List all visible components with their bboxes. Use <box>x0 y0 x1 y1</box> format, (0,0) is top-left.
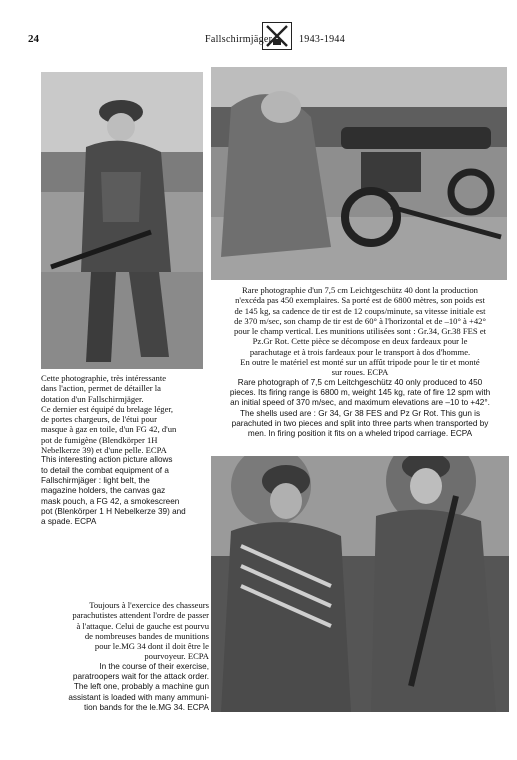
caption-line: En outre le matériel est monté sur un affût tripode pour le tir et monté <box>240 357 480 368</box>
caption-line: pour le champ vertical. Les munitions utilisées sont : Gr.34, Gr.38 FES et <box>233 326 487 337</box>
caption-line: sur roues. ECPA <box>331 367 389 378</box>
caption-line: This interesting action picture allows <box>41 455 173 465</box>
caption-line: pieces. Its firing range is 6800 m, weight 145 kg, rate of fire 12 spm with <box>229 387 491 397</box>
caption-line: parachutage et à trois fardeaux pour le transport à dos d'homme. <box>249 346 471 357</box>
caption-line: magazine holders, the canvas gaz <box>41 486 166 496</box>
caption-line: Pz.Gr Rot. Cette pièce se décompose en deux fardeaux pour le <box>252 336 468 347</box>
caption-line: de nombreuses bandes de munitions <box>84 630 209 641</box>
caption-leichtgeschuetz <box>209 285 511 439</box>
caption-line: dotation d'un Fallschirmjäger. <box>41 393 144 404</box>
caption-line: tion bands for the le.MG 34. ECPA <box>84 702 209 712</box>
caption-line: dans l'action, permet de détailler la <box>41 383 161 394</box>
photo-leichtgeschuetz <box>211 67 507 280</box>
header-title: Fallschirmjäger <box>205 34 273 45</box>
caption-line: parachutistes attendent l'ordre de passer <box>72 610 209 621</box>
caption-line: Rare photographie d'un 7,5 cm Leichtgeschütz 40 dont la production <box>242 285 478 295</box>
caption-paratrooper <box>41 373 209 527</box>
caption-line: pot de fumigène (Blendkörper 1H <box>41 434 158 445</box>
caption-line: Rare photograph of 7,5 cm Leitchgeschütz 40 only produced to 450 <box>237 377 483 387</box>
caption-line: de portes chargeurs, de l'étui pour <box>41 414 157 425</box>
page-number: 24 <box>28 33 39 45</box>
caption-line: Cette photographie, très intéressante <box>41 373 167 383</box>
header-years: 1943-1944 <box>299 34 346 45</box>
caption-line: a spade. ECPA <box>41 517 97 527</box>
caption-two-paratroopers <box>41 600 209 713</box>
photo-two-paratroopers <box>211 456 509 712</box>
caption-line: an initial speed of 370 m/sec, and maximum elevations are –10 to +42°. <box>230 398 490 408</box>
caption-line: de 370 m/sec, son champ de tir est de 60° à l'horizontal et de –10° à +42° <box>234 315 486 326</box>
caption-line: masque à gaz en toile, d'un FG 42, d'un <box>41 424 177 435</box>
caption-line: mask pouch, a FG 42, a smokescreen <box>41 496 180 506</box>
caption-line: to detail the combat equipment of a <box>41 465 169 475</box>
caption-line: paratroopers wait for the attack order. <box>72 672 209 682</box>
caption-line: parachuted in two pieces and split into three parts when transported by <box>231 418 489 428</box>
caption-line: In the course of their exercise, <box>99 661 209 671</box>
caption-line: Fallschirmjäger : light belt, the <box>41 475 150 485</box>
caption-line: The left one, probably a machine gun <box>73 682 209 692</box>
caption-line: pot (Blenkörper 1 H Nebelkerze 39) and <box>41 506 186 516</box>
caption-line: pourvoyeur. ECPA <box>144 651 209 662</box>
caption-line: Toujours à l'exercice des chasseurs <box>89 600 209 610</box>
caption-line: Nebelkerze 39) et d'une pelle. ECPA <box>41 445 167 456</box>
caption-line: pour le.MG 34 dont il doit être le <box>94 641 209 652</box>
caption-line: men. In firing position it fits on a wheled tripod carriage. ECPA <box>247 429 473 439</box>
caption-line: assistant is loaded with many ammuni- <box>68 692 209 702</box>
caption-line: à l'attaque. Celui de gauche est pourvu <box>76 620 209 631</box>
caption-line: de 145 kg, sa cadence de tir est de 12 coups/minute, sa vitesse initiale est <box>234 305 486 316</box>
caption-line: The shells used are : Gr 34, Gr 38 FES and Pz Gr Rot. This gun is <box>239 408 481 418</box>
caption-line: Ce dernier est équipé du brelage léger, <box>41 403 174 414</box>
caption-line: n'excéda pas 450 exemplaires. Sa porté est de 6800 mètres, son poids est <box>235 295 485 306</box>
photo-paratrooper <box>41 72 203 369</box>
